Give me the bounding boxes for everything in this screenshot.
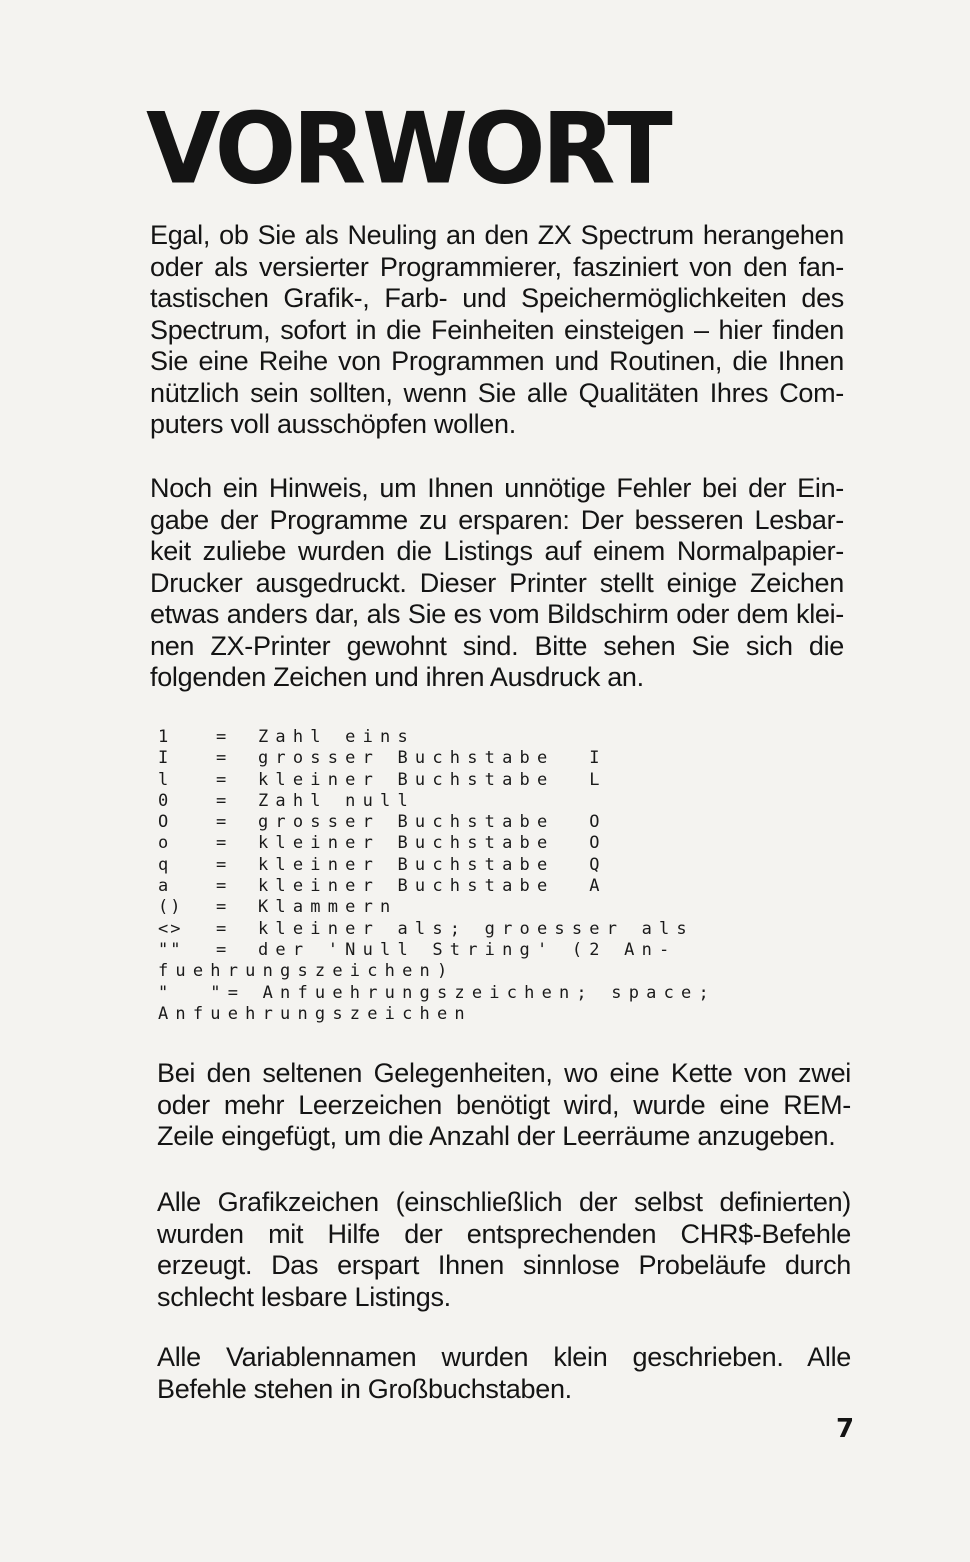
text-line: gabe der Programme zu ersparen: Der besseren Lesbar- [150,504,844,535]
text-line: puters voll ausschöpfen wollen. [150,409,516,439]
text-line: Drucker ausgedruckt. Dieser Printer stellt einige Zeichen [150,567,844,598]
listing-description: kleiner Buchstabe A [258,876,607,897]
page-title: VORWORT [146,91,669,207]
text-line: etwas anders dar, als Sie es vom Bildschirm oder dem klei- [150,599,844,629]
listing-description: kleiner als; groesser als [258,918,694,939]
listing-row [158,727,818,748]
listing-description: kleiner Buchstabe O [258,833,607,854]
listing-equals: = [216,897,228,918]
listing-description: Zahl null [258,790,415,811]
listing-row [158,876,818,897]
listing-row [158,983,818,1004]
listing-symbol: 0 [158,790,171,811]
listing-row [158,748,818,769]
listing-text: " "= Anfuehrungszeichen; space; [158,982,716,1003]
listing-text: fuehrungszeichen) [158,961,455,982]
paragraph-variables [157,1342,851,1405]
text-line: oder mehr Leerzeichen benötigt wird, wurde eine REM- [157,1089,851,1120]
text-line: oder als versierter Programmierer, fasziniert von den fan- [150,251,844,282]
listing-symbol: q [158,854,171,875]
text-line: folgenden Zeichen und ihren Ausdruck an. [150,662,644,692]
listing-row [158,833,818,854]
listing-symbol: 1 [158,727,171,747]
listing-symbol: O [158,812,171,833]
listing-equals: = [216,748,228,769]
text-line: schlecht lesbare Listings. [157,1281,451,1312]
listing-symbol: <> [158,918,183,939]
paragraph-spaces [157,1058,851,1153]
listing-equals: = [216,876,228,897]
listing-description: der 'Null String' (2 An- [258,939,677,960]
text-line: Zeile eingefügt, um die Anzahl der Leerräume anzugeben. [157,1121,836,1151]
text-line: keit zuliebe wurden die Listings auf einem Normalpapier- [150,536,844,566]
listing-row [158,919,818,940]
text-line: Noch ein Hinweis, um Ihnen unnötige Fehler bei der Ein- [150,473,844,503]
listing-equals: = [216,939,228,960]
listing-row [158,855,818,876]
listing-equals: = [216,790,228,811]
listing-description: kleiner Buchstabe Q [258,854,607,875]
character-listing [158,727,818,1025]
text-line: nützlich sein sollten, wenn Sie alle Qualitäten Ihres Com- [150,377,844,408]
listing-row [158,940,818,961]
text-line: Befehle stehen in Großbuchstaben. [157,1373,572,1404]
listing-description: grosser Buchstabe O [258,812,607,833]
paragraph-hint [150,473,844,694]
listing-symbol: "" [158,939,183,960]
paragraph-graphics [157,1187,851,1313]
text-line: Sie eine Reihe von Programmen und Routinen, die Ihnen [150,346,844,376]
listing-description: Klammern [258,897,398,918]
listing-equals: = [216,918,228,939]
listing-description: Zahl eins [258,727,415,747]
listing-symbol: l [158,769,171,790]
text-line: Egal, ob Sie als Neuling an den ZX Spectrum herangehen [150,220,844,250]
listing-row [158,1004,818,1025]
listing-symbol: I [158,748,171,769]
listing-equals: = [216,769,228,790]
text-line: Alle Variablennamen wurden klein geschrieben. Alle [157,1342,851,1372]
listing-equals: = [216,727,228,747]
page-number: 7 [836,1414,855,1444]
listing-row [158,791,818,812]
listing-symbol: a [158,876,171,897]
paragraph-intro [150,220,844,441]
listing-symbol: () [158,897,183,918]
listing-description: grosser Buchstabe I [258,748,607,769]
listing-equals: = [216,812,228,833]
listing-text: Anfuehrungszeichen [158,1003,472,1024]
text-line: Spectrum, sofort in die Feinheiten einsteigen – hier finden [150,314,844,345]
listing-row [158,812,818,833]
text-line: nen ZX-Printer gewohnt sind. Bitte sehen Sie sich die [150,630,844,661]
text-line: erzeugt. Das erspart Ihnen sinnlose Probeläufe durch [157,1250,851,1280]
text-line: wurden mit Hilfe der entsprechenden CHR$-Befehle [157,1218,851,1249]
listing-equals: = [216,833,228,854]
listing-row [158,961,818,982]
text-line: Bei den seltenen Gelegenheiten, wo eine Kette von zwei [157,1058,851,1088]
listing-row [158,770,818,791]
text-line: tastischen Grafik-, Farb- und Speichermöglichkeiten des [150,283,844,313]
listing-row [158,897,818,918]
listing-equals: = [216,854,228,875]
listing-symbol: o [158,833,171,854]
text-line: Alle Grafikzeichen (einschließlich der selbst definierten) [157,1187,851,1217]
listing-description: kleiner Buchstabe L [258,769,607,790]
